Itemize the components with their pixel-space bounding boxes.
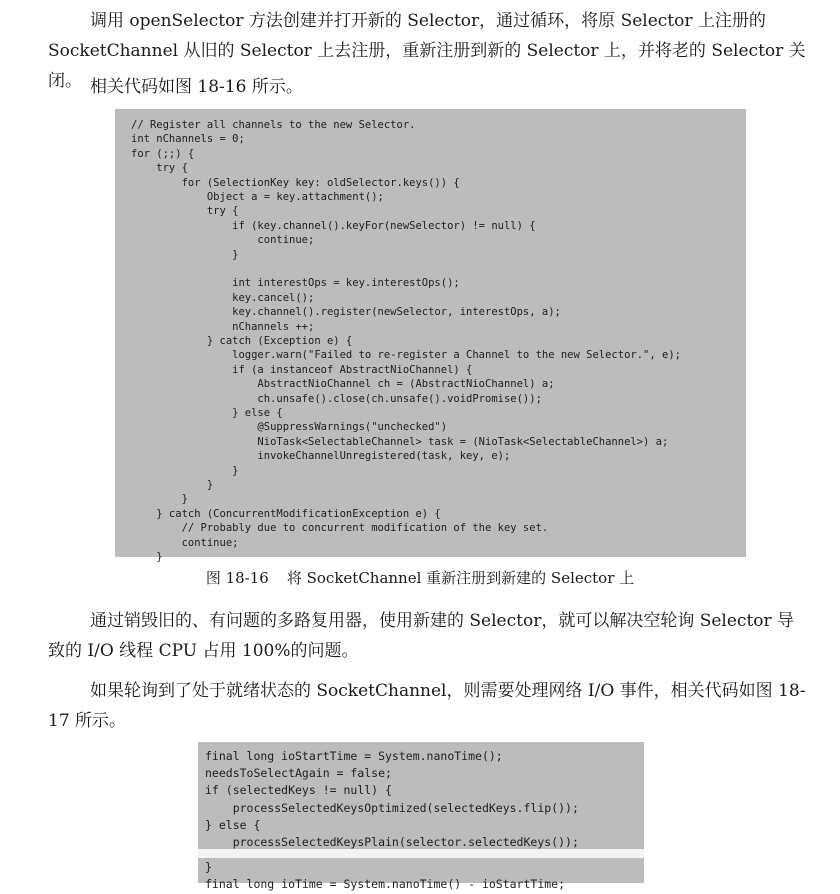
code-line: if (key.channel().keyFor(newSelector) != null) {: [131, 219, 536, 232]
code-line: AbstractNioChannel ch = (AbstractNioChannel) a;: [131, 378, 555, 391]
code-line: try {: [131, 162, 188, 175]
code-line: nChannels ++;: [131, 320, 315, 333]
code-figure-18-16: [115, 109, 746, 563]
code-line: invokeChannelUnregistered(task, key, e);: [131, 450, 511, 463]
code-line: int nChannels = 0;: [131, 133, 245, 146]
code-line: key.cancel();: [131, 291, 315, 304]
code-line: }: [131, 479, 214, 491]
code-line: } else {: [205, 817, 261, 832]
code-line: key.channel().register(newSelector, interestOps, a);: [131, 306, 561, 319]
code-line: continue;: [131, 234, 315, 247]
code-line: }: [131, 464, 239, 477]
code-line: needsToSelectAgain = false;: [205, 766, 392, 781]
code-line: ch.unsafe().close(ch.unsafe().voidPromise());: [131, 392, 542, 405]
code-line: for (;;) {: [131, 147, 195, 160]
code-line: } catch (ConcurrentModificationException e) {: [131, 507, 441, 520]
scan-gap: [198, 849, 644, 858]
code-line: try {: [131, 205, 239, 218]
code-line: Object a = key.attachment();: [131, 191, 384, 203]
code-line: continue;: [131, 536, 239, 549]
code-line: processSelectedKeysOptimized(selectedKeys.flip());: [205, 800, 579, 815]
code-line: // Register all channels to the new Selector.: [131, 119, 416, 131]
code-line: }: [131, 493, 188, 506]
code-line: }: [131, 551, 163, 563]
paragraph-3: 通过销毁旧的、有问题的多路复用器，使用新建的 Selector，就可以解决空轮询 Selector 导致的 I/O 线程 CPU 占用 100%的问题。: [48, 611, 795, 661]
code-line: final long ioTime = System.nanoTime() - ioStartTime;: [205, 877, 566, 892]
caption-text: 将 SocketChannel 重新注册到新建的 Selector 上: [286, 569, 635, 587]
paragraph-1: 调用 openSelector 方法创建并打开新的 Selector，通过循环，将原 Selector 上注册的 SocketChannel 从旧的 Selector 上去注册，重新注册到新的 Selector 上，并将老的 Selector 关闭。: [48, 11, 806, 91]
code-line: if (a instanceof AbstractNioChannel) {: [131, 363, 473, 376]
code-figure-18-17: [198, 742, 644, 892]
code-line: } else {: [131, 407, 283, 419]
code-line: if (selectedKeys != null) {: [205, 783, 392, 798]
caption-number: 图 18-16: [205, 569, 269, 587]
code-line: NioTask<SelectableChannel> task = (NioTask<SelectableChannel>) a;: [131, 435, 669, 448]
code-line: // Probably due to concurrent modification of the key set.: [131, 522, 549, 535]
paragraph-4: 如果轮询到了处于就绪状态的 SocketChannel，则需要处理网络 I/O 事件，相关代码如图 18-17 所示。: [48, 681, 806, 731]
code-line: for (SelectionKey key: oldSelector.keys()) {: [131, 176, 460, 189]
code-line: }: [205, 860, 212, 875]
paragraph-2: 相关代码如图 18-16 所示。: [90, 77, 303, 97]
code-line: @SuppressWarnings("unchecked"): [131, 421, 448, 434]
code-line: }: [131, 248, 239, 261]
code-line: int interestOps = key.interestOps();: [131, 277, 460, 290]
code-line: processSelectedKeysPlain(selector.selectedKeys());: [205, 835, 579, 849]
code-line: } catch (Exception e) {: [131, 335, 353, 347]
code-line: logger.warn("Failed to re-register a Channel to the new Selector.", e);: [131, 349, 681, 362]
figure-caption: [0, 566, 840, 590]
code-line: final long ioStartTime = System.nanoTime();: [205, 749, 503, 763]
